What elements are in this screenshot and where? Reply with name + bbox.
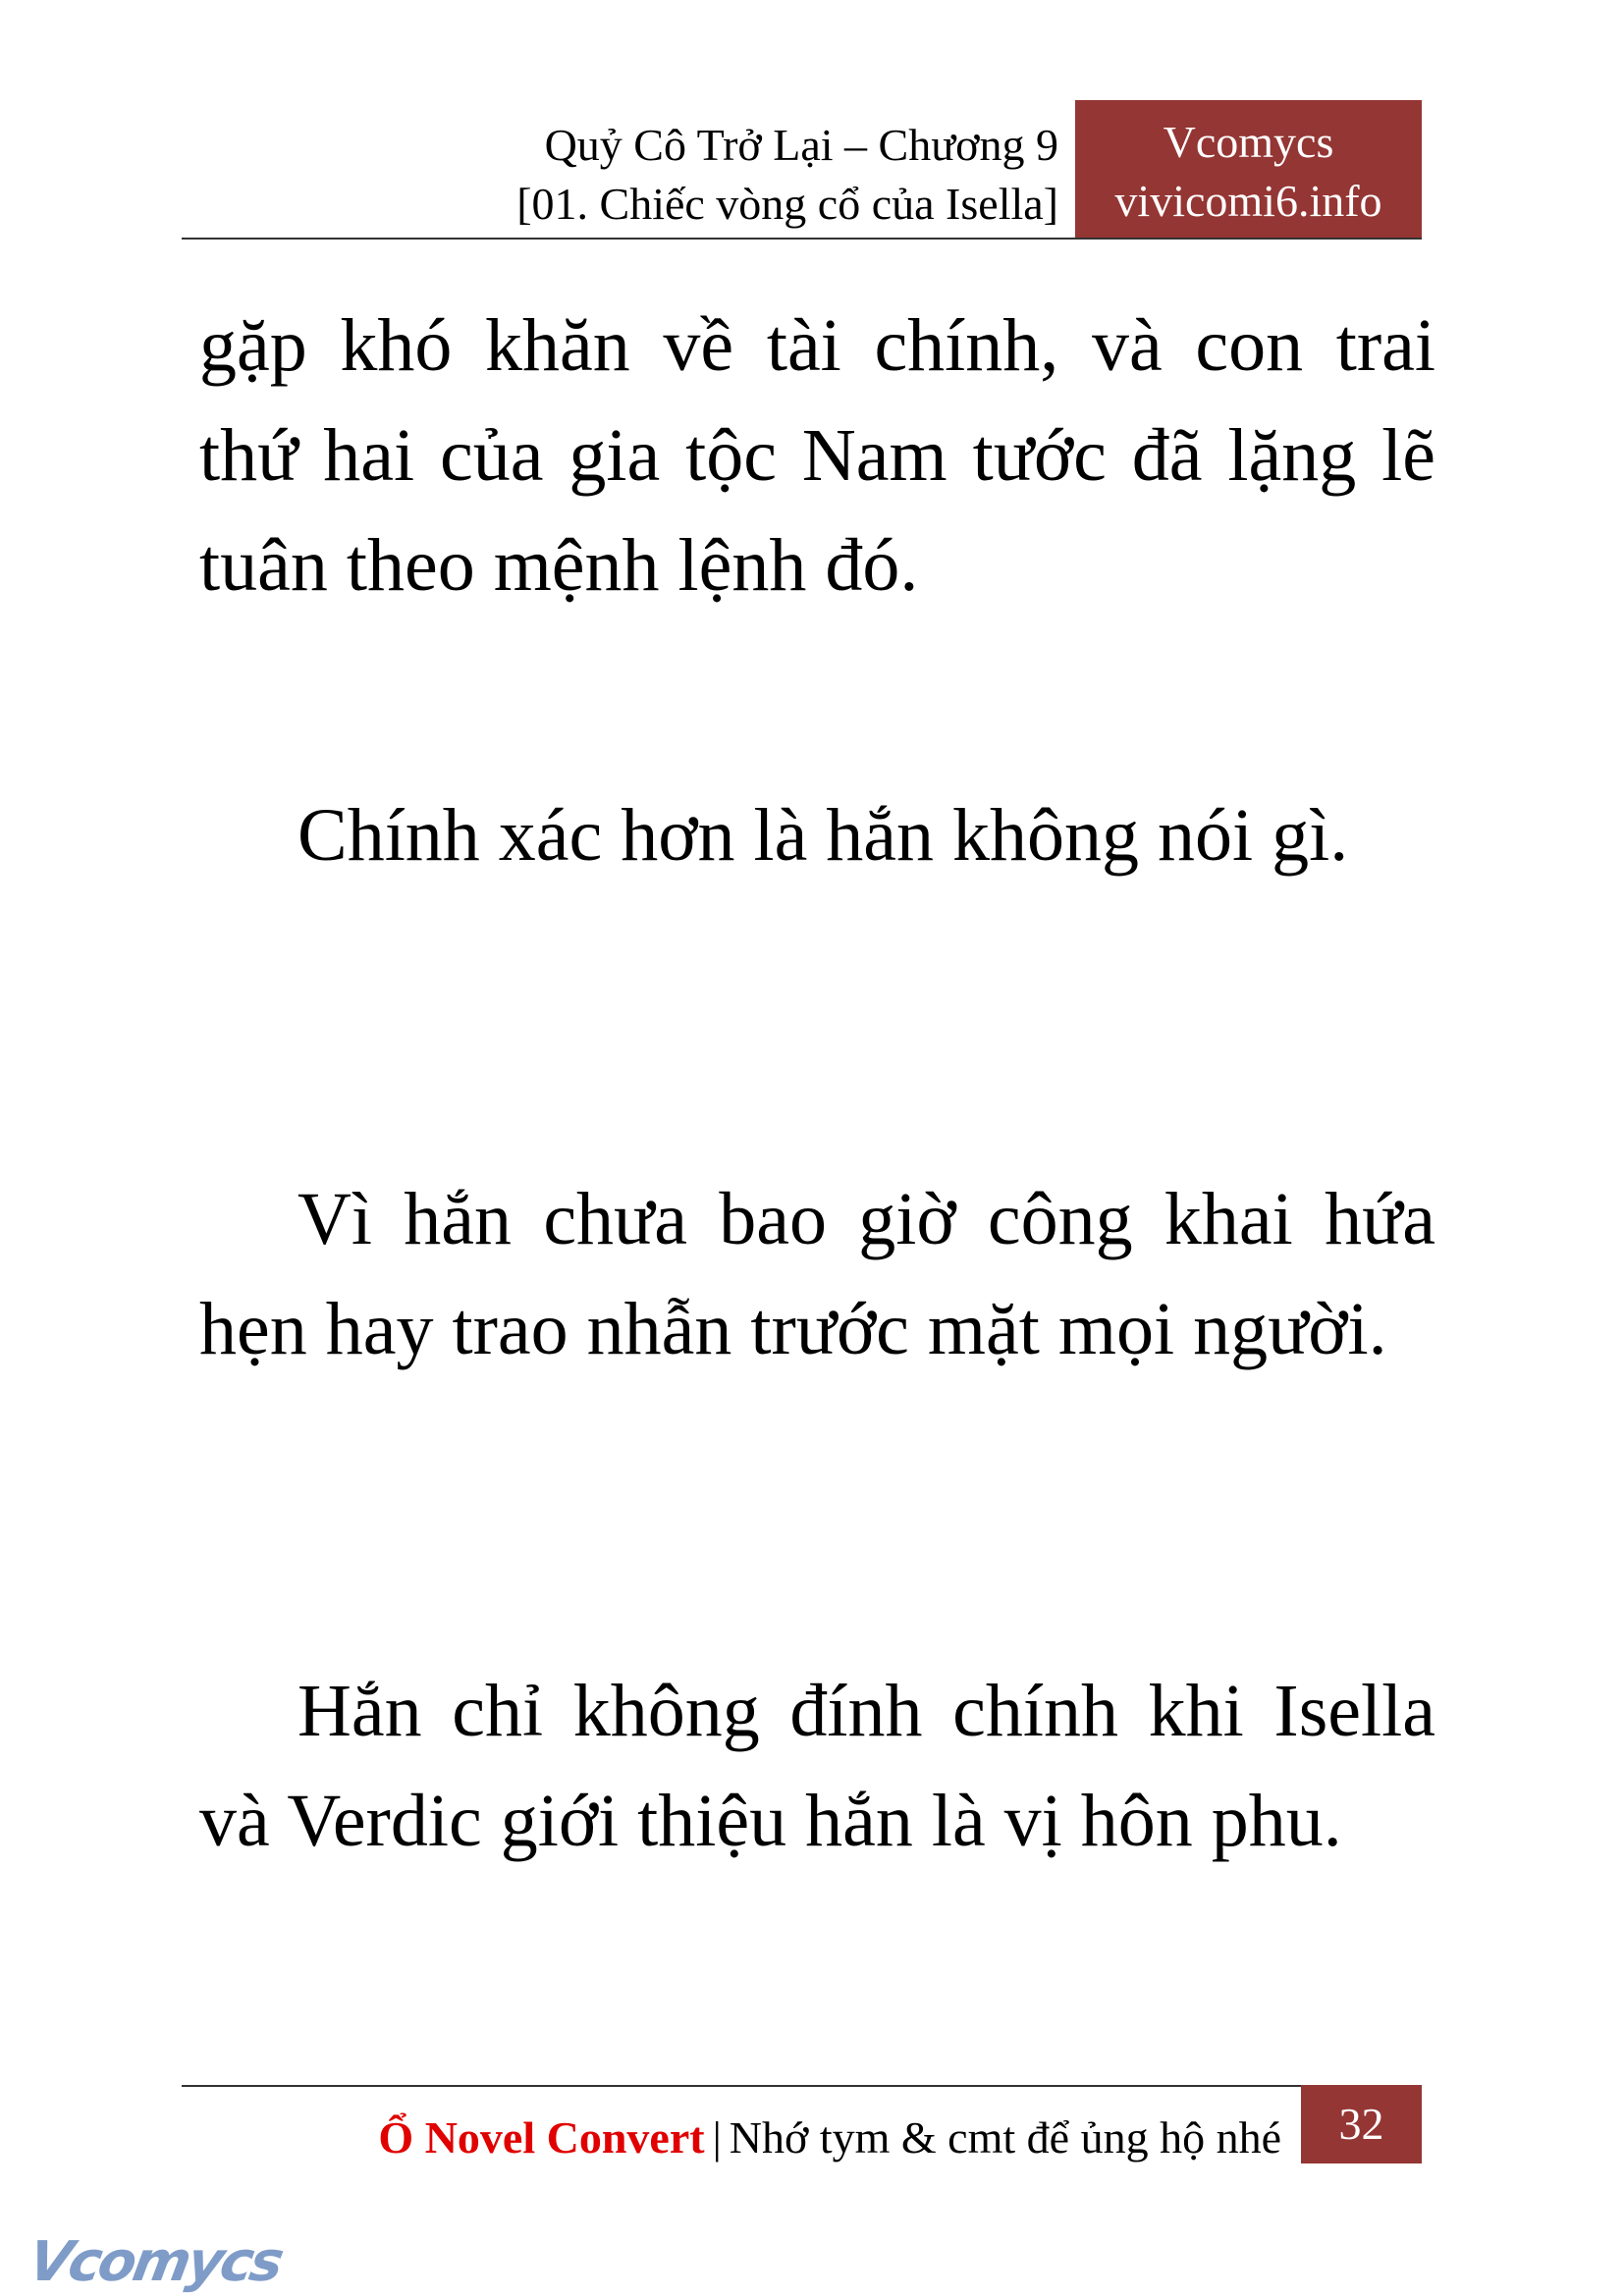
paragraph-2: Chính xác hơn là hắn không nói gì.	[298, 794, 1349, 877]
paragraph-1: gặp khó khăn về tài chính, và con trai thứ hai của gia tộc Nam tước đã lặng lẽ tuân theo mệnh lệnh đó.	[199, 304, 1435, 607]
paragraph-4: Hắn chỉ không đính chính khi Isella và Verdic giới thiệu hắn là vị hôn phu.	[199, 1670, 1435, 1862]
footer-message: Nhớ tym & cmt để ủng hộ nhé	[729, 2112, 1281, 2163]
running-header	[516, 116, 1058, 234]
paragraph-3: Vì hắn chưa bao giờ công khai hứa hẹn hay trao nhẫn trước mặt mọi người.	[199, 1178, 1435, 1370]
header-brand-url: vivicomi6.info	[1114, 176, 1382, 226]
watermark-logo: Vcomycs	[24, 2230, 287, 2294]
footer-divider	[182, 2085, 1303, 2087]
header-brand-name: Vcomycs	[1163, 117, 1334, 167]
header-subtitle: [01. Chiếc vòng cổ của Isella]	[516, 179, 1058, 229]
footer-brand: Ổ Novel Convert	[378, 2112, 705, 2163]
footer-separator: |	[712, 2112, 722, 2163]
header-title: Quỷ Cô Trở Lại – Chương 9	[544, 120, 1058, 170]
page-number: 32	[1301, 2085, 1422, 2163]
footer-text	[378, 2109, 1281, 2167]
header-brand-box	[1075, 100, 1422, 240]
header-divider	[182, 238, 1422, 240]
